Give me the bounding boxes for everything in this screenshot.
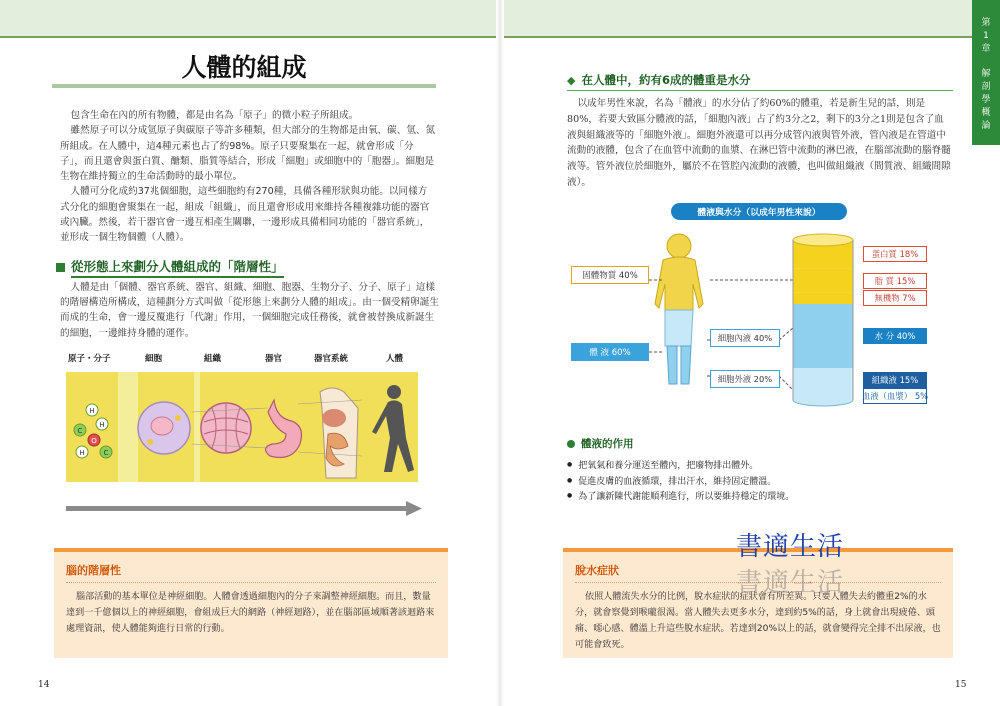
chapter-tab-char: 論 xyxy=(981,121,991,131)
cell-icon xyxy=(138,402,190,454)
cylinder-segment xyxy=(793,392,853,400)
body-fluid-diagram xyxy=(567,200,953,420)
title-underline xyxy=(52,84,436,88)
hierarchy-label-atom: 原子・分子 xyxy=(68,354,111,364)
chapter-tab-char: 剖 xyxy=(981,82,991,92)
right-heading xyxy=(567,72,750,88)
chapter-tab-char: 學 xyxy=(981,95,991,105)
chapter-tab-char: 1 xyxy=(983,31,989,41)
chapter-tab-char: 章 xyxy=(981,44,991,54)
cylinder-segment xyxy=(793,368,853,392)
human-silhouette-icon xyxy=(372,385,414,472)
atom-label-3: C xyxy=(77,427,83,435)
hierarchy-label-cell: 細胞 xyxy=(145,354,163,364)
extracellular-label: 細胞外液 20% xyxy=(710,370,780,388)
right-body-text xyxy=(567,96,953,191)
intro-paragraph-3: 人體可分化成約37兆個細胞，這些細胞約有270種，具備各種形狀與功能。以同樣方式分化的細胞會聚集在一起，組成「組織」，而且還會形成用來維持各種複雜功能的器官或內臟。然後，若干器官會一邊互相產生關聯，一邊形成具備相同功能的「器官系統」，並形成一個生物個體（人體）。 xyxy=(60,186,430,244)
right-heading-rule xyxy=(567,90,953,91)
page-number-right: 15 xyxy=(955,680,967,690)
hierarchy-drawing xyxy=(62,352,438,522)
book-spine xyxy=(496,0,504,706)
intracellular-label: 細胞內液 40% xyxy=(710,329,780,347)
segment-label: 血液（血漿） 5% xyxy=(863,388,927,404)
body-fluid-label: 體 液 60% xyxy=(571,343,649,361)
section-heading-text: 從形態上來劃分人體組成的「階層性」 xyxy=(71,257,284,278)
right-heading-text: 在人體中，約有6成的體重是水分 xyxy=(581,73,751,87)
diagram-title: 體液與水分（以成年男性來說） xyxy=(671,203,847,220)
cylinder-segment xyxy=(793,269,853,293)
section-heading xyxy=(56,257,284,278)
segment-label: 蛋白質 18% xyxy=(863,246,927,262)
diamond-bullet-icon: ◆ xyxy=(567,73,576,87)
list-item: ● 為了讓新陳代謝能順利進行，所以要維持穩定的環境。 xyxy=(567,489,794,505)
atom-label-2: H xyxy=(99,421,105,429)
hierarchy-label-tissue: 組織 xyxy=(204,354,222,364)
atom-label-1: H xyxy=(89,407,95,415)
section-text xyxy=(60,280,440,341)
list-item: ● 把氧氣和養分運送至體內，把廢物排出體外。 xyxy=(567,458,794,474)
cylinder-segment xyxy=(793,304,853,368)
cylinder-top xyxy=(793,234,853,246)
chapter-tab-char: 解 xyxy=(981,69,991,79)
page-number-left: 14 xyxy=(38,680,50,690)
atom-label-6: C xyxy=(103,449,109,457)
fluid-function-heading-text: 體液的作用 xyxy=(581,438,634,450)
atom-molecule-icon xyxy=(74,404,112,458)
atom-label-4: O xyxy=(91,437,97,445)
chapter-tab-char: 概 xyxy=(981,108,991,118)
solids-label: 固體物質 40% xyxy=(571,266,649,284)
segment-label: 水 分 40% xyxy=(863,328,927,344)
list-item: ● 促進皮膚的血液循環，排出汗水，維持固定體溫。 xyxy=(567,474,794,490)
hierarchy-label-system: 器官系統 xyxy=(314,354,349,364)
intro-text xyxy=(60,108,436,246)
chapter-tab-char: 第 xyxy=(981,18,991,28)
hierarchy-label-organ: 器官 xyxy=(265,354,283,364)
composition-cylinder xyxy=(793,234,853,406)
page-title: 人體的組成 xyxy=(181,53,307,82)
square-bullet-icon xyxy=(56,263,65,272)
dehydration-box-title: 脫水症狀 xyxy=(575,564,619,577)
right-body-paragraph: 以成年男性來說，名為「體液」的水分佔了約60%的體重，若是新生兒的話，則是80%，若要大致區分體液的話，「細胞內液」占了約3分之2，剩下的3分之1則是包含了血液與組織液等的「細胞外液」。細胞外液還可以再分成管內液與管外液，管內液是在管道中流動的液體，包含了在血管中流動的血漿、在淋巴管中流動的淋巴液，在腦部流動的腦脊髓液等。管外液位於細胞外，屬於不在管腔內流動的液體，也叫做組織液（間質液、組織間隙液）。 xyxy=(567,98,951,188)
fluid-function-list xyxy=(567,458,794,505)
male-body-icon xyxy=(655,234,703,384)
brain-box-text: 腦部活動的基本單位是神經細胞。人體會透過細胞內的分子來調整神經細胞。而且，數量達到一千億個以上的神經細胞，會組成巨大的網路（神經迴路），並在腦部區域順著該迴路來處理資訊，使人體能夠進行日常的行動。 xyxy=(66,582,436,637)
watermark-shadow-text: 書適生活 xyxy=(736,568,845,598)
brain-box-title: 腦的階層性 xyxy=(66,564,121,577)
section-paragraph: 人體是由「個體、器官系統、器官、組織、細胞、胞器、生物分子、分子、原子」這樣的階層構造所構成，這種劃分方式叫做「從形態上來劃分人體的組成」。由一個受精卵誕生而成的生命，會一邊反覆進行「代謝」作用，一個細胞完成任務後，就會被替換成新誕生的細胞，一邊維持身體的運作。 xyxy=(60,282,439,339)
watermark-text: 書適生活 xyxy=(736,532,845,562)
hierarchy-label-body: 人體 xyxy=(386,354,404,364)
hierarchy-illustration xyxy=(62,352,438,522)
intro-paragraph-2: 雖然原子可以分成氫原子與碳原子等許多種類，但大部分的生物都是由氧、碳、氫、氮所組成。在人體中，這4種元素也占了約98%。原子只要聚集在一起，就會形成「分子」，而且還會與蛋白質、醣類、脂質等結合，形成「細胞」或細胞中的「胞器」。細胞是生物在維持獨立的生命活動時的最小單位。 xyxy=(60,125,436,183)
intro-paragraph-1: 包含生命在內的所有物體，都是由名為「原子」的微小粒子所組成。 xyxy=(70,110,359,121)
circle-bullet-icon xyxy=(567,440,575,448)
stomach-icon xyxy=(265,400,301,458)
cylinder-bottom xyxy=(793,400,853,406)
dehydration-box-text: 依照人體流失水分的比例，脫水症狀的症狀會有所差異。只要人體失去約體重2%的水分，就會察覺到喉嚨很渴。當人體失去更多水分，達到約5%的話，身上就會出現疲倦、頭痛、噁心感、體溫上升這些脫水症狀。若達到20%以上的話，就會變得完全排不出尿液，也可能會致死。 xyxy=(575,582,941,653)
fluid-function-heading xyxy=(567,436,634,451)
cylinder-segment xyxy=(793,293,853,304)
segment-label: 組織液 15% xyxy=(863,372,927,388)
tissue-icon xyxy=(201,403,251,453)
progression-arrow-icon xyxy=(66,501,422,516)
segment-label: 脂 質 15% xyxy=(863,273,927,289)
chapter-tab[interactable] xyxy=(972,0,1000,145)
segment-label: 無機物 7% xyxy=(863,290,927,306)
atom-label-5: H xyxy=(79,449,85,457)
brain-hierarchy-box xyxy=(54,548,448,658)
